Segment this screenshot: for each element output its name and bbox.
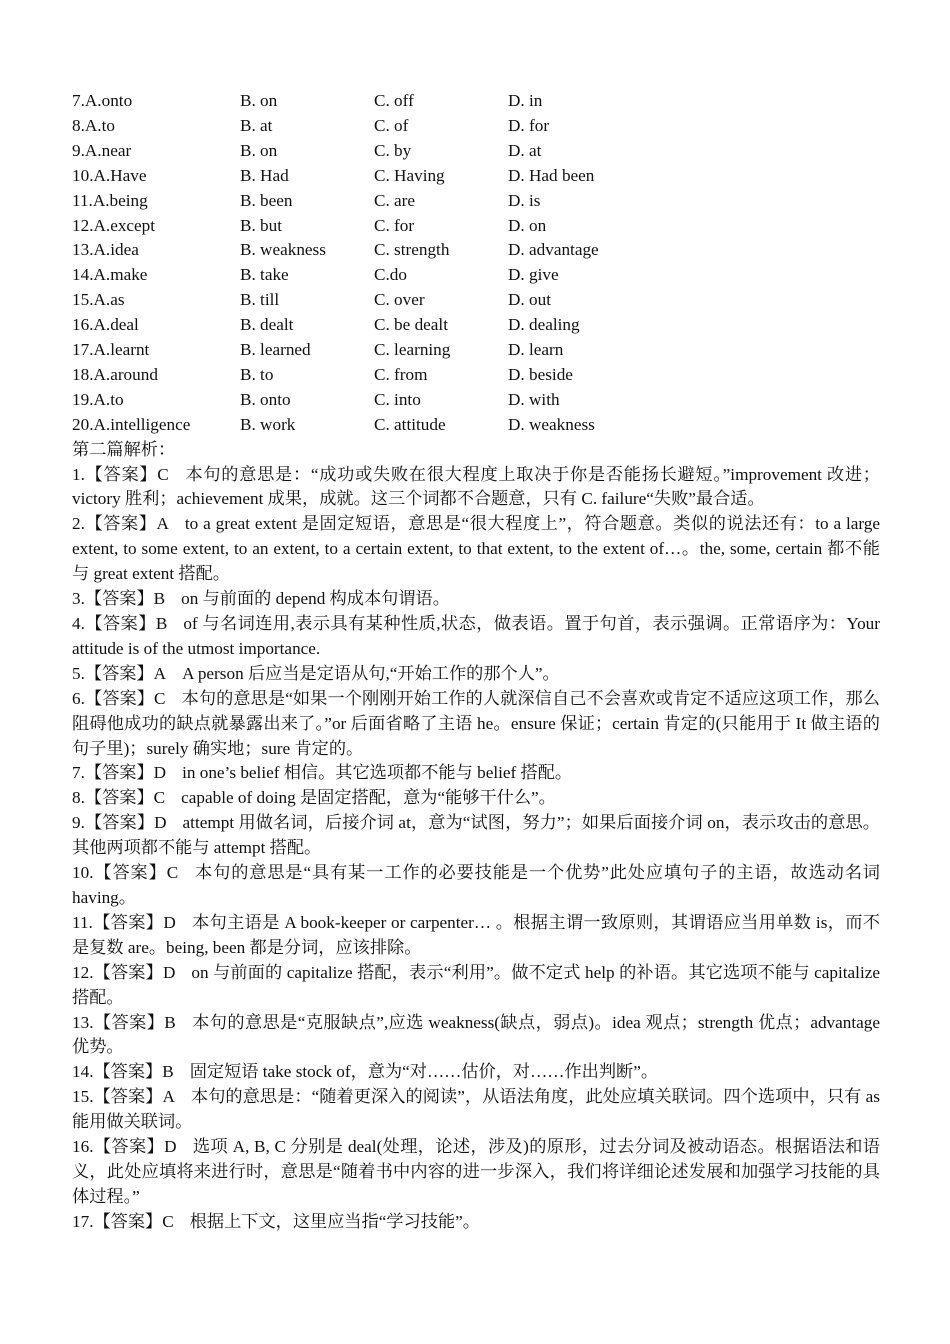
answer-tag: 【答案】	[93, 962, 163, 982]
answer-number: 16.	[72, 1137, 94, 1157]
option-row	[72, 114, 768, 139]
option-d: D. learn	[508, 340, 564, 360]
option-d: D. with	[508, 389, 560, 409]
option-row	[72, 214, 768, 239]
question-number: 17.A.learnt	[72, 340, 150, 360]
answer-explanation: 本句的意思是“如果一个刚刚开始工作的人就深信自己不会喜欢或肯定不适应这项工作，那么阻碍他成功的缺点就暴露出来了。”or 后面省略了主语 he。ensure 保证；certain 肯定的(只能用于 It 做主语的句子里)；surely 确实地；sure 肯定的。	[72, 688, 880, 758]
option-c: C. from	[374, 364, 428, 384]
answer-item	[72, 662, 880, 687]
option-c: C. into	[374, 389, 421, 409]
answer-number: 11.	[72, 912, 93, 932]
option-c: C. of	[374, 115, 409, 135]
answer-explanation: 选项 A, B, C 分别是 deal(处理，论述，涉及)的原形，过去分词及被动语态。根据语法和语义，此处应填将来进行时，意思是“随着书中内容的进一步深入，我们将详细论述发展和加强学习技能的具体过程。”	[72, 1137, 880, 1206]
question-number: 10.A.Have	[72, 165, 147, 185]
answer-explanation: 本句的意思是：“成功或失败在很大程度上取决于你是否能扬长避短。”improvement 改进；victory 胜利；achievement 成果，成就。这三个词都不合题意，只有 C. failure“失败”最合适。	[72, 464, 880, 509]
answer-item	[72, 761, 880, 786]
option-row	[72, 189, 768, 214]
answer-tag: 【答案】	[84, 464, 158, 484]
answer-key: C	[162, 1211, 174, 1231]
option-row	[72, 313, 768, 338]
question-number: 19.A.to	[72, 389, 124, 409]
document-page	[72, 89, 880, 1235]
section-title: 第二篇解析：	[72, 439, 176, 459]
question-number: 11.A.being	[72, 190, 148, 210]
answer-item	[72, 786, 880, 811]
answer-tag: 【答案】	[84, 688, 155, 708]
answer-number: 14.	[72, 1062, 94, 1082]
answer-item	[72, 612, 880, 662]
answer-key: A	[156, 514, 169, 534]
question-number: 9.A.near	[72, 140, 132, 160]
answer-tag: 【答案】	[84, 589, 154, 609]
answer-number: 7.	[72, 763, 85, 783]
answer-tag: 【答案】	[84, 763, 154, 783]
option-row	[72, 89, 768, 114]
option-b: B. take	[240, 265, 289, 285]
answer-explanation: to a great extent 是固定短语，意思是“很大程度上”，符合题意。类似的说法还有：to a large extent, to some extent, to an extent, to a certain extent, to that extent, to the extent of…。the, some, certain 都不能与 great extent 搭配。	[72, 514, 880, 584]
answer-number: 8.	[72, 788, 85, 808]
option-d: D. for	[508, 115, 550, 135]
question-number: 18.A.around	[72, 364, 158, 384]
answer-explanation: 本句的意思是“具有某一工作的必要技能是一个优势”此处应填句子的主语，故选动名词 having。	[72, 863, 880, 907]
option-b: B. dealt	[240, 315, 294, 335]
answer-key: D	[162, 962, 176, 982]
answer-tag: 【答案】	[93, 1211, 163, 1231]
answer-tag: 【答案】	[92, 912, 164, 932]
option-d: D. dealing	[508, 315, 580, 335]
option-b: B. on	[240, 140, 278, 160]
answer-explanation: 固定短语 take stock of，意为“对……估价，对……作出判断”。	[189, 1062, 659, 1082]
answer-number: 1.	[72, 464, 85, 484]
answer-explanation: in one’s belief 相信。其它选项都不能与 belief 搭配。	[182, 763, 573, 783]
answer-tag: 【答案】	[93, 1012, 165, 1032]
option-b: B. onto	[240, 389, 291, 409]
option-c: C. be dealt	[374, 315, 448, 335]
answer-number: 9.	[72, 813, 85, 833]
option-c: C. by	[374, 140, 412, 160]
answer-explanation: 本句的意思是“克服缺点”,应选 weakness(缺点，弱点)。idea 观点；strength 优点；advantage 优势。	[72, 1012, 880, 1057]
answer-item	[72, 463, 880, 513]
answer-number: 2.	[72, 514, 85, 534]
answer-explanation: 本句主语是 A book-keeper or carpenter… 。根据主谓一致原则，其谓语应当用单数 is，而不是复数 are。being, been 都是分词，应该排除。	[72, 912, 880, 957]
option-b: B. to	[240, 364, 274, 384]
answer-number: 6.	[72, 688, 85, 708]
question-number: 16.A.deal	[72, 315, 139, 335]
answer-explanation: of 与名词连用,表示具有某种性质,状态，做表语。置于句首，表示强调。正常语序为：Your attitude is of the utmost importance.	[72, 614, 880, 658]
answer-key: D	[164, 1137, 177, 1157]
question-number: 7.A.onto	[72, 91, 133, 110]
question-number: 15.A.as	[72, 290, 125, 310]
question-number: 14.A.make	[72, 265, 148, 285]
answer-number: 13.	[72, 1012, 94, 1032]
answer-key: B	[153, 589, 166, 609]
question-number: 12.A.except	[72, 215, 156, 235]
answer-key: A	[162, 1087, 175, 1107]
answer-number: 3.	[72, 589, 85, 609]
answer-item	[72, 687, 880, 762]
option-d: D. advantage	[508, 240, 599, 260]
option-c: C. for	[374, 215, 415, 235]
option-row	[72, 164, 768, 189]
answer-explanation: on 与前面的 depend 构成本句谓语。	[181, 589, 450, 609]
answer-key: A	[153, 663, 167, 683]
answer-key: B	[164, 1012, 176, 1032]
answer-item	[72, 861, 880, 911]
answer-number: 10.	[72, 863, 94, 883]
option-row	[72, 288, 768, 313]
answer-item	[72, 587, 880, 612]
option-d: D. in	[508, 91, 543, 110]
option-d: D. give	[508, 265, 559, 285]
option-d: D. out	[508, 290, 551, 310]
option-d: D. weakness	[508, 414, 595, 434]
option-c: C. learning	[374, 340, 451, 360]
option-row	[72, 388, 768, 413]
option-row	[72, 238, 768, 263]
answer-key: D	[163, 912, 176, 932]
answer-item	[72, 1135, 880, 1210]
option-row	[72, 363, 768, 388]
option-c: C. are	[374, 190, 416, 210]
answer-explanation: attempt 用做名词，后接介词 at，意为“试图，努力”；如果后面接介词 on，表示攻击的意思。其他两项都不能与 attempt 搭配。	[72, 813, 880, 858]
option-c: C. Having	[374, 165, 445, 185]
answer-key: B	[162, 1062, 174, 1082]
answer-key: D	[153, 763, 167, 783]
option-b: B. weakness	[240, 240, 326, 260]
question-number: 13.A.idea	[72, 240, 139, 260]
option-b: B. on	[240, 91, 278, 110]
answer-tag: 【答案】	[93, 1137, 165, 1157]
answer-explanation: 本句的意思是：“随着更深入的阅读”，从语法角度，此处应填关联词。四个选项中，只有 as 能用做关联词。	[72, 1087, 880, 1132]
answer-item	[72, 1210, 880, 1235]
option-d: D. Had been	[508, 165, 595, 185]
options-table	[72, 89, 768, 438]
option-d: D. beside	[508, 364, 573, 384]
option-c: C. over	[374, 290, 425, 310]
answer-explanation: 根据上下文，这里应当指“学习技能”。	[189, 1211, 480, 1231]
option-b: B. been	[240, 190, 293, 210]
answer-number: 5.	[72, 663, 85, 683]
option-d: D. at	[508, 140, 542, 160]
option-b: B. till	[240, 290, 280, 310]
answer-key: C	[153, 788, 166, 808]
answer-tag: 【答案】	[84, 614, 156, 634]
option-b: B. but	[240, 215, 283, 235]
answer-explanation: A person 后应当是定语从句,“开始工作的那个人”。	[182, 663, 560, 683]
answer-tag: 【答案】	[84, 514, 157, 534]
question-number: 20.A.intelligence	[72, 414, 191, 434]
answer-number: 17.	[72, 1211, 94, 1231]
option-c: C. off	[374, 91, 414, 110]
option-b: B. at	[240, 115, 273, 135]
answer-item	[72, 512, 880, 587]
answer-tag: 【答案】	[84, 788, 154, 808]
answer-tag: 【答案】	[93, 1087, 163, 1107]
option-row	[72, 338, 768, 363]
answer-tag: 【答案】	[84, 813, 155, 833]
question-number: 8.A.to	[72, 115, 115, 135]
answer-item	[72, 961, 880, 1011]
option-d: D. on	[508, 215, 547, 235]
answer-key: C	[166, 863, 179, 883]
option-row	[72, 139, 768, 164]
answer-item	[72, 1085, 880, 1135]
option-b: B. Had	[240, 165, 289, 185]
option-b: B. work	[240, 414, 296, 434]
answer-number: 12.	[72, 962, 94, 982]
answer-key: B	[155, 614, 168, 634]
answer-tag: 【答案】	[93, 1062, 163, 1082]
option-b: B. learned	[240, 340, 311, 360]
answer-tag: 【答案】	[93, 863, 167, 883]
answer-tag: 【答案】	[84, 663, 154, 683]
option-row	[72, 263, 768, 288]
option-c: C. strength	[374, 240, 450, 260]
answer-item	[72, 1011, 880, 1061]
answer-item	[72, 811, 880, 861]
option-d: D. is	[508, 190, 541, 210]
option-c: C. attitude	[374, 414, 446, 434]
answer-number: 4.	[72, 614, 85, 634]
answer-explanation: on 与前面的 capitalize 搭配，表示“利用”。做不定式 help 的补语。其它选项不能与 capitalize 搭配。	[72, 962, 880, 1007]
answer-item	[72, 1060, 880, 1085]
option-row	[72, 413, 768, 438]
answers-list	[72, 463, 880, 1235]
option-c: C.do	[374, 265, 407, 285]
answer-key: D	[154, 813, 167, 833]
answer-key: C	[154, 688, 166, 708]
answer-explanation: capable of doing 是固定搭配，意为“能够干什么”。	[181, 788, 556, 808]
answer-item	[72, 911, 880, 961]
answer-number: 15.	[72, 1087, 94, 1107]
answer-key: C	[157, 464, 169, 484]
